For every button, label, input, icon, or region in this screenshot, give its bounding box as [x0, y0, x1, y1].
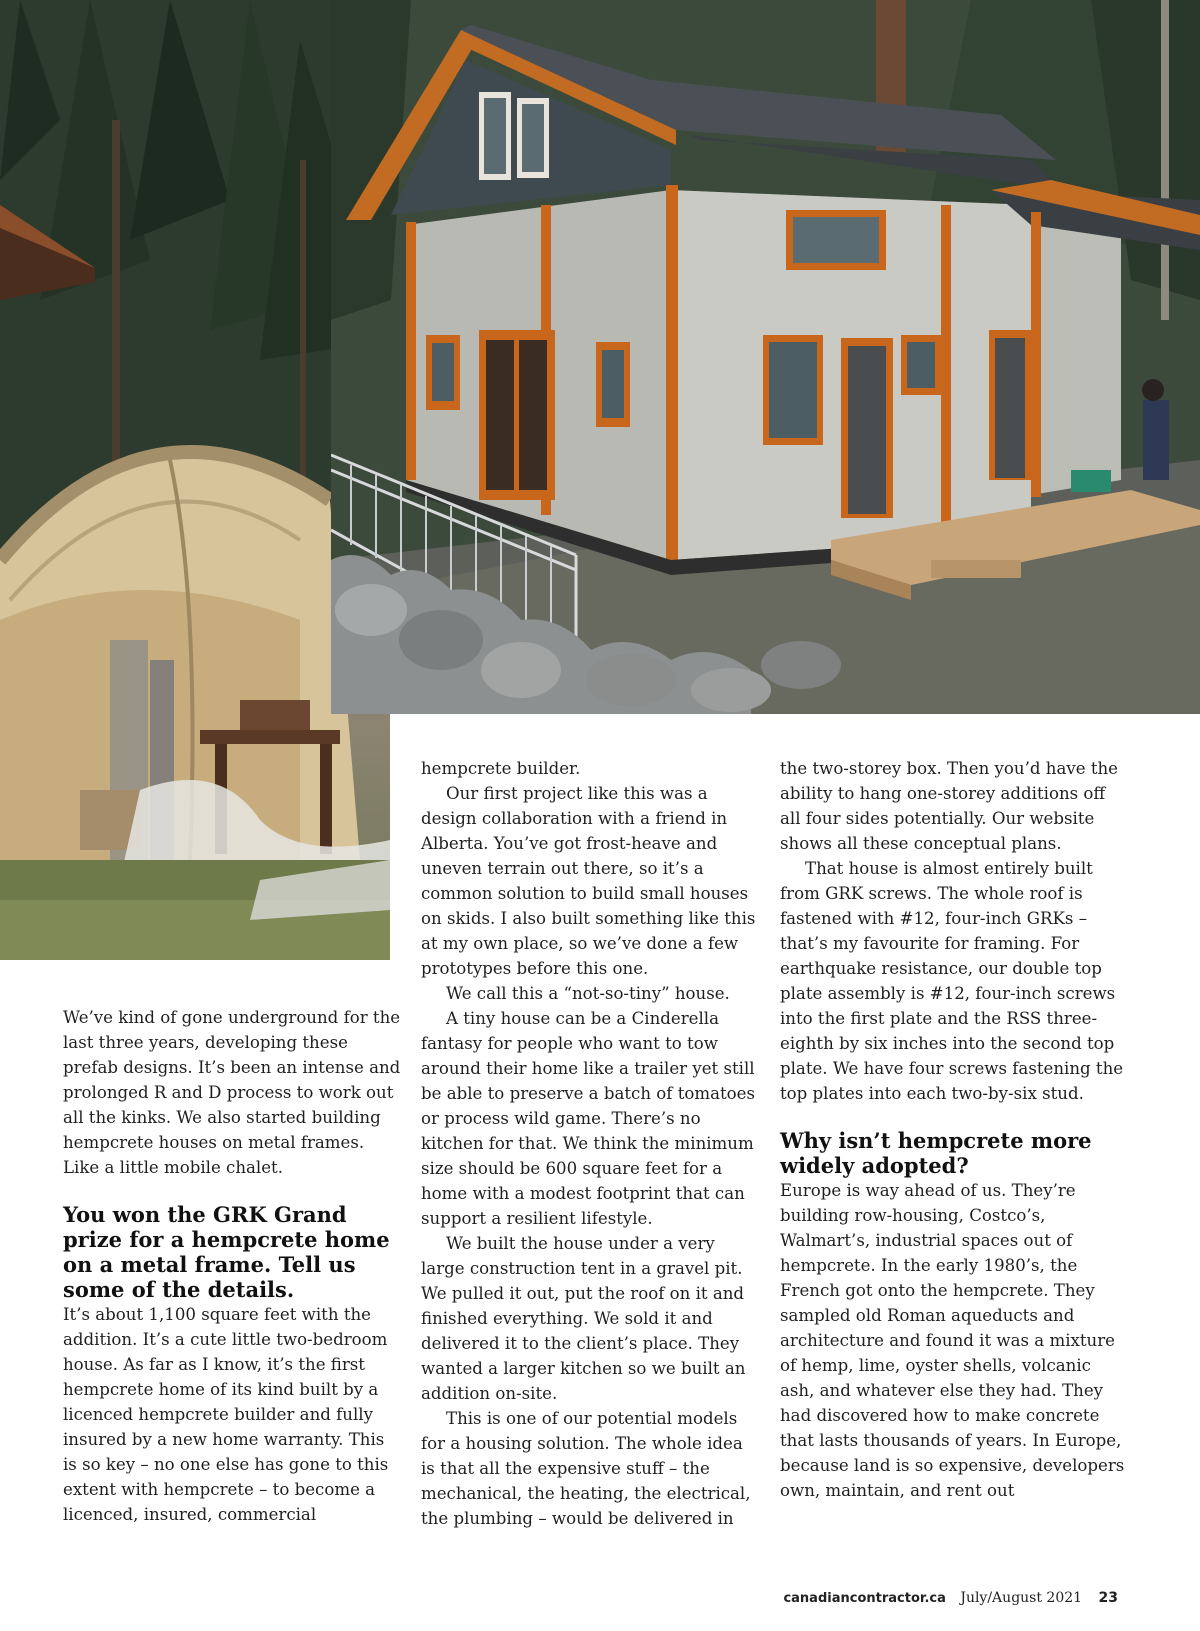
- photo-hempcrete-house: [331, 0, 1200, 714]
- paragraph: Europe is way ahead of us. They’re building row-housing, Costco’s, Walmart’s, industrial spaces out of hempcrete. In the early 1980’s, the French got onto the hempcrete. They sampled old Roman aqueducts and architecture and found it was a mixture of hemp, lime, oyster shells, volcanic ash, and whatever else they had. They had discovered how to make concrete that lasts thousands of years. In Europe, because land is so expensive, developers own, maintain, and rent out: [780, 1181, 1125, 1500]
- footer-issue-date: July/August 2021: [960, 1590, 1083, 1606]
- paragraph: We’ve kind of gone underground for the last three years, developing these prefab designs. It’s been an intense and prolonged R and D process to work out all the kinks. We also started building hempcrete houses on metal frames. Like a little mobile chalet.: [63, 1008, 401, 1177]
- article-column-3: [780, 756, 1125, 1503]
- paragraph: Our first project like this was a design collaboration with a friend in Alberta. You’ve got frost-heave and uneven terrain out there, so it’s a common solution to build small houses on skids. I also built something like this at my own place, so we’ve done a few prototypes before this one.: [421, 784, 756, 978]
- paragraph: A tiny house can be a Cinderella fantasy for people who want to tow around their home like a trailer yet still be able to preserve a batch of tomatoes or process wild game. There’s no kitchen for that. We think the minimum size should be 600 square feet for a home with a modest footprint that can support a resilient lifestyle.: [421, 1009, 755, 1228]
- page-footer: [783, 1590, 1118, 1606]
- paragraph: the two-storey box. Then you’d have the ability to hang one-storey additions off all four sides potentially. Our website shows all these conceptual plans.: [780, 759, 1119, 853]
- section-heading-grk-prize: You won the GRK Grand prize for a hempcrete home on a metal frame. Tell us some of the details.: [63, 1202, 390, 1302]
- footer-site-name: canadiancontractor.ca: [783, 1591, 946, 1606]
- article-column-2: [421, 756, 759, 1531]
- page-number: 23: [1098, 1590, 1118, 1606]
- paragraph: We built the house under a very large construction tent in a gravel pit. We pulled it out, put the roof on it and finished everything. We sold it and delivered it to the client’s place. They wanted a larger kitchen so we built an addition on-site.: [421, 1234, 746, 1403]
- article-column-1: [63, 1005, 403, 1527]
- paragraph: That house is almost entirely built from GRK screws. The whole roof is fastened with #12, four-inch GRKs – that’s my favourite for framing. For earthquake resistance, our double top plate assembly is #12, four-inch screws into the first plate and the RSS three-eighth by six inches into the second top plate. We have four screws fastening the top plates into each two-by-six stud.: [780, 859, 1124, 1103]
- paragraph: It’s about 1,100 square feet with the addition. It’s a cute little two-bedroom house. As far as I know, it’s the first hempcrete home of its kind built by a licenced hempcrete builder and fully insured by a new home warranty. This is so key – no one else has gone to this extent with hempcrete – to become a licenced, insured, commercial: [63, 1305, 389, 1524]
- paragraph: We call this a “not-so-tiny” house.: [446, 984, 730, 1003]
- section-heading-hempcrete-adoption: Why isn’t hempcrete more widely adopted?: [780, 1128, 1092, 1178]
- paragraph: This is one of our potential models for a housing solution. The whole idea is that all the expensive stuff – the mechanical, the heating, the electrical, the plumbing – would be delivered in: [421, 1409, 751, 1528]
- paragraph: hempcrete builder.: [421, 759, 581, 778]
- house-illustration: [331, 0, 1200, 714]
